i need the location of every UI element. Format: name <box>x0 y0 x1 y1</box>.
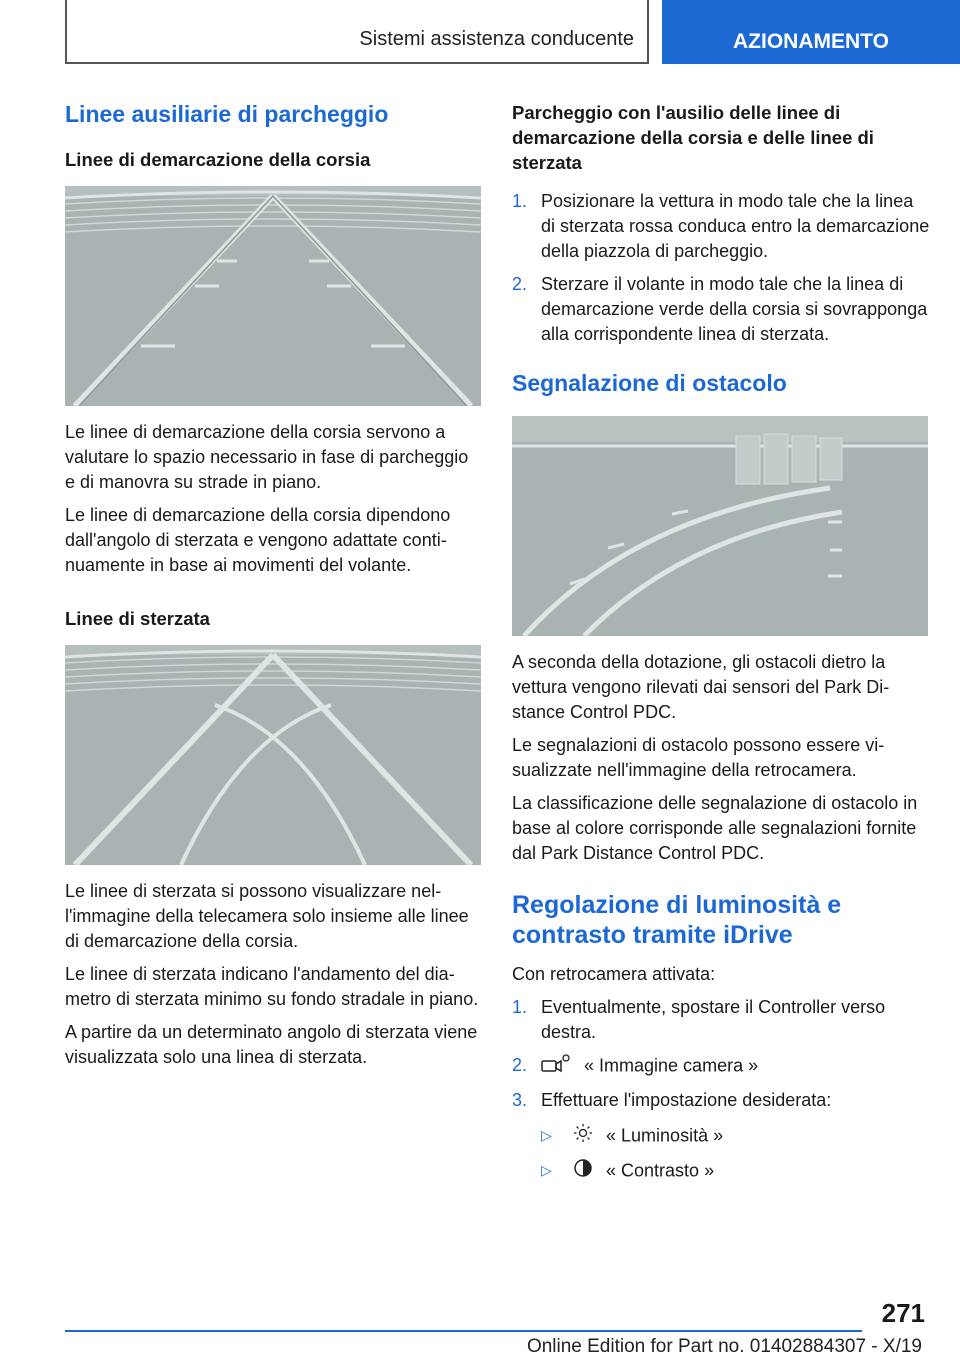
step-number: 2. <box>512 1054 528 1075</box>
figure-lane-lines <box>65 186 481 406</box>
section-heading-parking-lines: Linee ausiliarie di parcheggio <box>65 101 389 127</box>
step-number: 3. <box>512 1089 528 1110</box>
paragraph-lane-lines-purpose: Le linee di demarcazione della corsia servono a valutare lo spazio necessario in fase di parcheggio e di manovra su strade in piano. <box>65 421 469 492</box>
step-item <box>512 1088 932 1113</box>
option-text: « Luminosità » <box>606 1125 724 1145</box>
triangle-bullet-icon: ▷ <box>541 1126 552 1143</box>
step-number: 1. <box>512 996 528 1017</box>
step-text: Posizionare la vettura in modo tale che la linea di sterzata rossa conduca entro la demarcazione della piazzola di parcheggio. <box>541 191 930 261</box>
figure-obstacle-markers <box>512 416 928 636</box>
step-number: 2. <box>512 274 528 294</box>
steps-parking <box>512 189 932 347</box>
header-section-title: Sistemi assistenza conducente <box>359 28 634 50</box>
paragraph-obstacle-colors: La classificazione delle segnalazione di ostacolo in base al colore corrisponde alle segnalazioni fornite dal Park Distance Control PDC. <box>512 792 918 863</box>
header-chapter-label: AZIONAMENTO <box>733 30 889 53</box>
subheading-steering-lines: Linee di sterzata <box>65 607 210 629</box>
paragraph-obstacle-detection: A seconda della dotazione, gli ostacoli dietro la vettura vengono rilevati dai sensori del Park Distance Control PDC. <box>512 651 890 722</box>
paragraph-steering-lines-single: A partire da un determinato angolo di sterzata viene visualizzata solo una linea di sterzata. <box>65 1021 478 1067</box>
options-list <box>541 1123 932 1185</box>
brightness-icon <box>573 1123 593 1150</box>
step-item <box>512 272 932 347</box>
page-number: 271 <box>881 1298 925 1328</box>
subheading-parking-with-lines: Parcheggio con l'ausilio delle linee di demarcazione della corsia e delle linee di sterzata <box>512 102 874 173</box>
figure-steering-lines <box>65 645 481 865</box>
option-item <box>541 1158 932 1185</box>
step-text: « Immagine camera » <box>584 1055 759 1075</box>
footer-edition: Online Edition for Part no. 01402884307 - X/19 <box>526 1336 922 1357</box>
camera-settings-icon <box>541 1053 571 1080</box>
option-text: « Contrasto » <box>606 1160 715 1180</box>
paragraph-steering-lines-meaning: Le linee di sterzata indicano l'andamento del diametro di sterzata minimo su fondo stradale in piano. <box>65 963 479 1009</box>
step-text: Effettuare l'impostazione desiderata: <box>541 1089 832 1110</box>
step-item <box>512 995 932 1045</box>
option-item <box>541 1123 932 1150</box>
section-heading-brightness-contrast: Regolazione di luminosità e contrasto tramite iDrive <box>512 890 842 949</box>
right-column <box>512 100 932 1193</box>
paragraph-steering-lines-display: Le linee di sterzata si possono visualizzare nell'immagine della telecamera solo insieme alle linee di demarcazione della corsia. <box>65 880 469 951</box>
step-item <box>512 189 932 264</box>
footer-rule <box>65 1330 862 1332</box>
step-text: Eventualmente, spostare il Controller verso destra. <box>541 996 886 1042</box>
paragraph-obstacle-display: Le segnalazioni di ostacolo possono essere visualizzate nell'immagine della retrocamera. <box>512 734 885 780</box>
triangle-bullet-icon: ▷ <box>541 1161 552 1178</box>
contrast-icon <box>573 1158 593 1185</box>
step-text: Sterzare il volante in modo tale che la linea di demarcazione verde della corsia si sovrapponga alla corrispondente linea di sterzata. <box>541 274 928 344</box>
left-column <box>65 100 481 1078</box>
section-heading-obstacle: Segnalazione di ostacolo <box>512 370 787 396</box>
header-chapter-tab <box>662 0 960 64</box>
steps-idrive <box>512 995 932 1113</box>
subheading-lane-lines: Linee di demarcazione della corsia <box>65 148 371 170</box>
step-item <box>512 1053 932 1080</box>
step-number: 1. <box>512 191 528 211</box>
paragraph-lane-lines-steering: Le linee di demarcazione della corsia dipendono dall'angolo di sterzata e vengono adattate continuamente in base ai movimenti del volante. <box>65 504 451 575</box>
paragraph-camera-active: Con retrocamera attivata: <box>512 963 716 984</box>
